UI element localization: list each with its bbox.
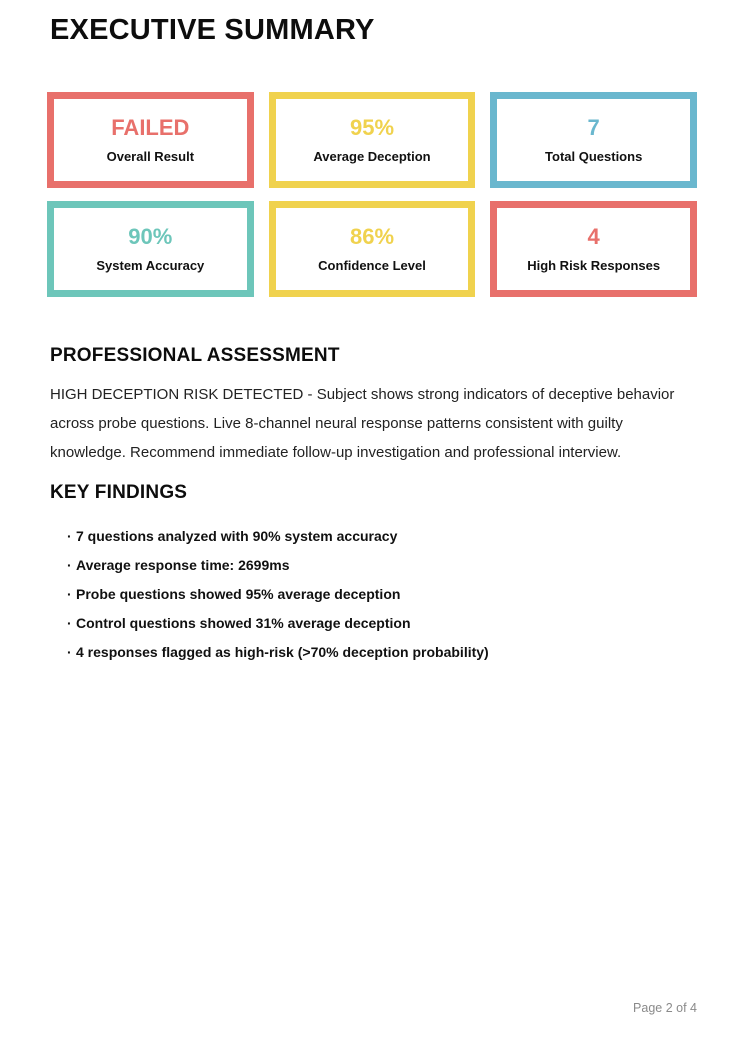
stat-card-overall-result [47, 92, 254, 188]
stat-value-overall-result: FAILED [111, 115, 190, 140]
key-finding-item: · Average response time: 2699ms [50, 551, 698, 580]
stat-card-average-deception [269, 92, 476, 188]
stat-value-system-accuracy: 90% [128, 224, 173, 249]
stat-label-average-deception: Average Deception [313, 149, 431, 164]
key-finding-item: · Probe questions showed 95% average deception [50, 580, 698, 609]
professional-assessment-section [50, 344, 698, 467]
stat-label-high-risk-responses: High Risk Responses [527, 258, 661, 273]
key-findings-heading: KEY FINDINGS [50, 482, 188, 503]
stat-label-confidence-level: Confidence Level [318, 258, 426, 273]
key-finding-item: · 4 responses flagged as high-risk (>70% deception probability) [50, 638, 698, 667]
key-findings-list [50, 522, 698, 667]
stat-card-confidence-level [269, 201, 476, 297]
page-number: Page 2 of 4 [633, 1001, 697, 1015]
stat-value-average-deception: 95% [349, 115, 395, 140]
stat-card-total-questions [490, 92, 697, 188]
stat-value-total-questions: 7 [587, 115, 600, 140]
key-finding-item: · 7 questions analyzed with 90% system accuracy [50, 522, 698, 551]
stat-card-high-risk-responses [490, 201, 697, 297]
stat-value-high-risk-responses: 4 [587, 224, 600, 249]
stat-label-system-accuracy: System Accuracy [96, 258, 205, 273]
key-finding-item: · Control questions showed 31% average deception [50, 609, 698, 638]
key-findings-section [50, 481, 698, 667]
stat-value-confidence-level: 86% [349, 224, 395, 249]
page-title: EXECUTIVE SUMMARY [50, 14, 375, 46]
stat-card-system-accuracy [47, 201, 254, 297]
professional-assessment-heading: PROFESSIONAL ASSESSMENT [50, 345, 340, 366]
stat-label-total-questions: Total Questions [545, 149, 643, 164]
stat-cards-grid [47, 92, 697, 297]
professional-assessment-text: HIGH DECEPTION RISK DETECTED - Subject shows strong indicators of deceptive behavior across probe questions. Live 8-channel neural response patterns consistent with guilty knowledge. Recommend immediate follow-up investigation and professional interview. [50, 385, 675, 461]
stat-label-overall-result: Overall Result [106, 149, 195, 164]
